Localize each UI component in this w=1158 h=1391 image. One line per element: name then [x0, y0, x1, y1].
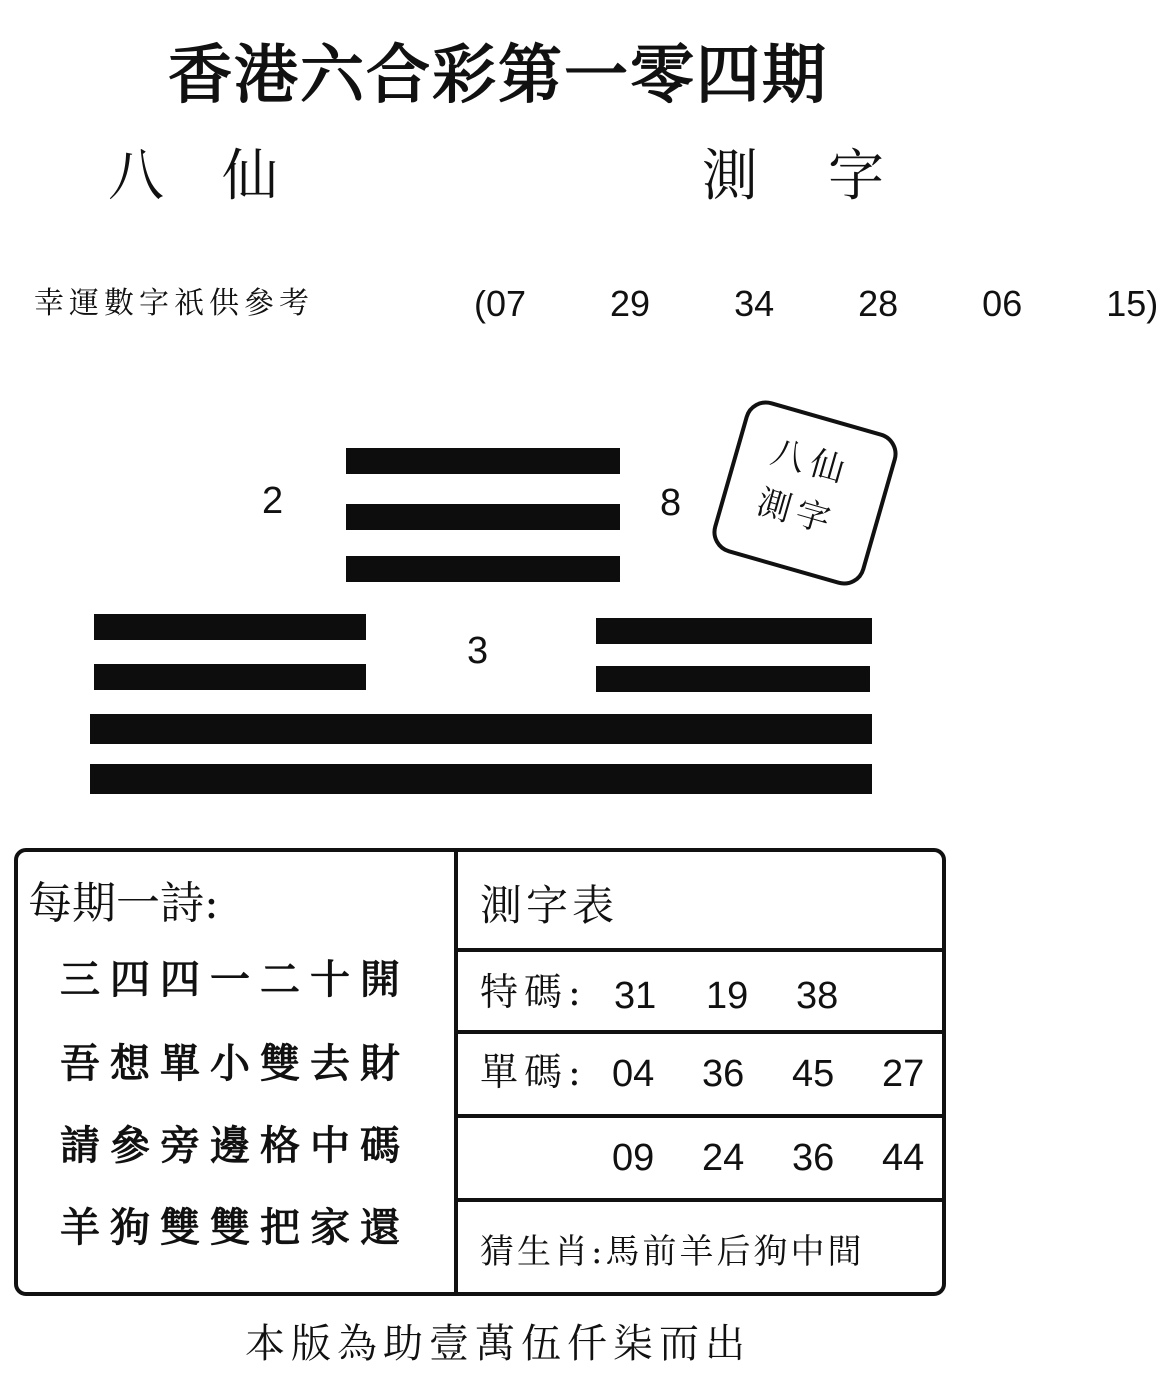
poem-line-1: 三四四一二十開 — [60, 956, 410, 1003]
special-number-label: 特碼: — [480, 970, 587, 1014]
hexagram-number-center: 3 — [467, 630, 489, 672]
lower-line-2-left — [94, 664, 366, 690]
footer-note: 本版為助壹萬伍仟柒而出 — [245, 1321, 751, 1367]
special-number-3: 38 — [796, 975, 839, 1017]
upper-trigram-line-3 — [346, 556, 620, 582]
stamp-seal — [707, 395, 902, 590]
single-number-4: 27 — [882, 1053, 925, 1095]
single-number-2: 36 — [702, 1053, 745, 1095]
poem-title: 每期一詩: — [28, 878, 219, 929]
special-number-2: 19 — [706, 975, 749, 1017]
single-number-5: 09 — [612, 1137, 655, 1179]
poem-line-3: 請參旁邊格中碼 — [60, 1122, 410, 1169]
upper-trigram-line-2 — [346, 504, 620, 530]
page-title: 香港六合彩第一零四期 — [168, 38, 828, 113]
poem-line-4: 羊狗雙雙把家還 — [60, 1204, 410, 1251]
poem-line-2: 吾想單小雙去財 — [60, 1040, 410, 1087]
zodiac-guess: 猜生肖:馬前羊后狗中間 — [480, 1232, 865, 1272]
table-rule-2 — [458, 1030, 946, 1034]
panel-divider — [454, 850, 458, 1294]
lucky-numbers: (07 29 34 28 06 15) — [474, 283, 1158, 324]
table-rule-1 — [458, 948, 946, 952]
table-title: 測字表 — [480, 881, 619, 930]
single-number-1: 04 — [612, 1053, 655, 1095]
hexagram-number-right: 8 — [660, 482, 682, 524]
lower-line-3 — [90, 714, 872, 744]
table-rule-3 — [458, 1114, 946, 1118]
single-number-7: 36 — [792, 1137, 835, 1179]
stamp-line-1: 八仙 — [766, 432, 855, 493]
single-number-6: 24 — [702, 1137, 745, 1179]
lower-line-1-right — [596, 618, 872, 644]
single-number-8: 44 — [882, 1137, 925, 1179]
lower-line-1-left — [94, 614, 366, 640]
single-number-3: 45 — [792, 1053, 835, 1095]
stamp-line-2: 測字 — [752, 482, 841, 543]
lower-line-4 — [90, 764, 872, 794]
upper-trigram-line-1 — [346, 448, 620, 474]
lucky-numbers-label: 幸運數字祇供參考 — [34, 286, 314, 321]
single-number-label: 單碼: — [480, 1050, 587, 1094]
table-rule-4 — [458, 1198, 946, 1202]
subtitle-right: 測字 — [702, 144, 954, 209]
hexagram-number-left: 2 — [262, 480, 284, 522]
subtitle-left: 八仙 — [108, 144, 336, 209]
special-number-1: 31 — [614, 975, 657, 1017]
lower-line-2-right — [596, 666, 870, 692]
